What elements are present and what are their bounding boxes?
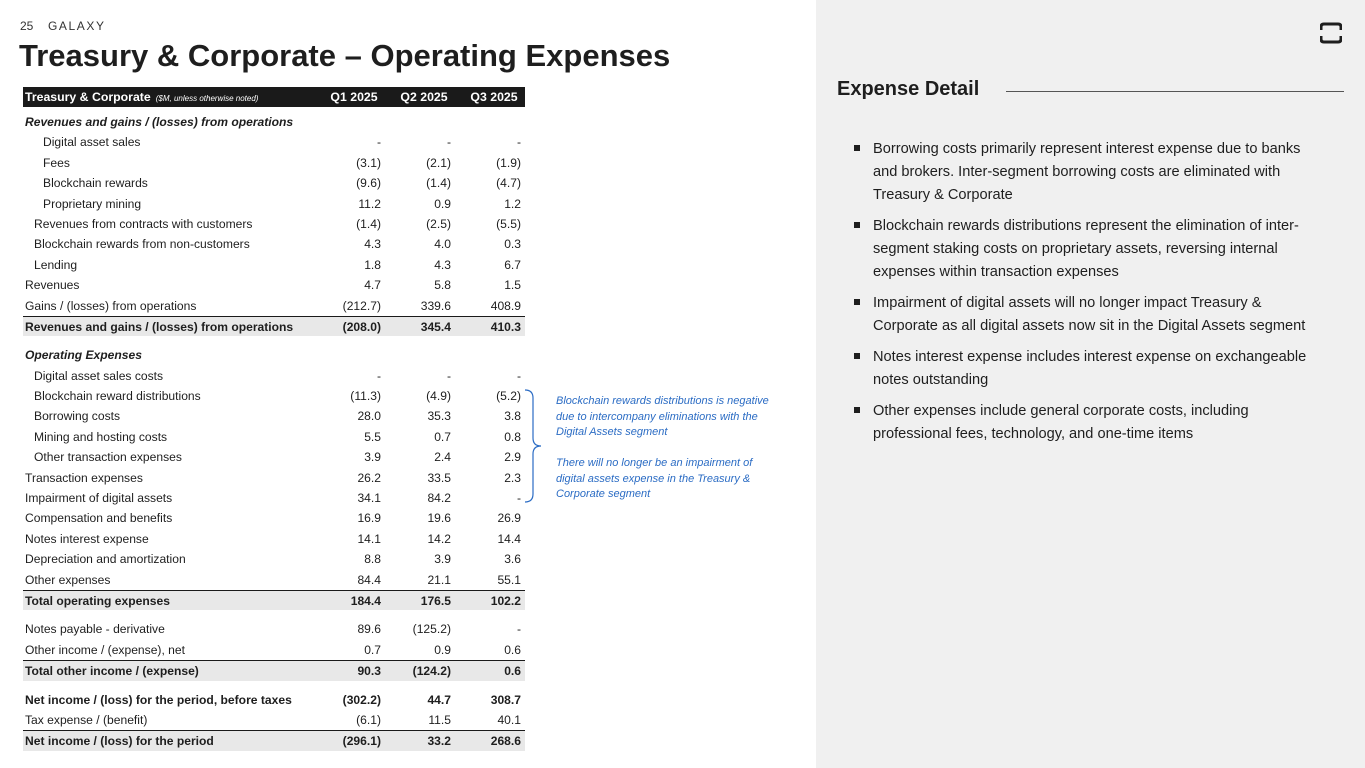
page-title: Treasury & Corporate – Operating Expenses — [19, 38, 671, 73]
list-item: Other expenses include general corporate costs, including professional fees, technology, and one-time items — [853, 400, 1323, 446]
cell-q3: 2.3 — [504, 470, 521, 485]
cell-q3: 26.9 — [497, 511, 521, 526]
cell-q3: 268.6 — [490, 734, 521, 749]
cell-q3: 0.3 — [504, 237, 521, 252]
page-number: 25 — [20, 19, 34, 33]
cell-q1: (296.1) — [342, 734, 381, 749]
row-label: Notes interest expense — [25, 531, 149, 546]
row-label: Other expenses — [25, 572, 111, 587]
bullet-square-icon — [854, 222, 860, 228]
cell-q2: (2.5) — [426, 216, 451, 231]
section-heading-opex: Operating Expenses — [25, 348, 142, 363]
row-label: Depreciation and amortization — [25, 552, 186, 567]
cell-q1: 4.7 — [364, 278, 381, 293]
row-label: Revenues from contracts with customers — [34, 216, 253, 231]
cell-q3: (4.7) — [496, 176, 521, 191]
row-label: Net income / (loss) for the period — [25, 734, 214, 749]
table-header — [23, 87, 525, 107]
row-label: Digital asset sales — [43, 135, 141, 150]
list-item: Notes interest expense includes interest expense on exchangeable notes outstanding — [853, 346, 1323, 392]
cell-q1: 3.9 — [364, 450, 381, 465]
total-row — [23, 590, 525, 610]
table-title: Treasury & Corporate ($M, unless otherwise noted) — [25, 90, 259, 104]
row-label: Proprietary mining — [43, 196, 142, 211]
section-heading-revenues: Revenues and gains / (losses) from operations — [25, 115, 294, 129]
list-item: Borrowing costs primarily represent interest expense due to banks and brokers. Inter-segment borrowing costs are eliminated with Treasury & Corporate — [853, 138, 1323, 207]
galaxy-logo-icon — [1320, 21, 1342, 45]
table-row — [23, 275, 525, 295]
annotation-impairment: There will no longer be an impairment of digital assets expense in the Treasury & Corporate segment — [556, 457, 753, 500]
row-label: Fees — [43, 155, 70, 170]
cell-q2: 33.5 — [427, 470, 451, 485]
table-row — [23, 488, 525, 508]
row-label: Lending — [34, 257, 78, 272]
row-label: Revenues — [25, 278, 80, 293]
column-header-q2: Q2 2025 — [400, 90, 448, 104]
cell-q3: 14.4 — [497, 531, 521, 546]
cell-q3: - — [516, 368, 521, 383]
cell-q1: 8.8 — [364, 552, 381, 567]
table-row — [23, 619, 525, 639]
table-row — [23, 296, 525, 316]
cell-q2: 4.0 — [434, 237, 451, 252]
cell-q2: (125.2) — [412, 622, 451, 637]
cell-q2: (4.9) — [426, 389, 451, 404]
table-row — [23, 173, 525, 193]
total-row — [23, 660, 525, 680]
title-divider — [1006, 91, 1344, 92]
table-row — [23, 132, 525, 152]
table-row — [23, 508, 525, 528]
cell-q1: (208.0) — [342, 319, 381, 334]
cell-q1: 90.3 — [357, 664, 381, 679]
cell-q1: 1.8 — [364, 257, 381, 272]
cell-q3: 410.3 — [490, 319, 521, 334]
cell-q2: 33.2 — [427, 734, 451, 749]
table-row — [23, 194, 525, 214]
cell-q1: (212.7) — [342, 298, 381, 313]
table-row — [23, 255, 525, 275]
brand-name: GALAXY — [48, 19, 106, 33]
table-row — [23, 234, 525, 254]
cell-q1: 11.2 — [358, 196, 381, 211]
cell-q3: 55.1 — [497, 572, 521, 587]
row-label: Total operating expenses — [25, 593, 170, 608]
expense-detail-list — [853, 138, 1323, 454]
cell-q2: 0.9 — [434, 196, 451, 211]
cell-q3: 3.6 — [504, 552, 521, 567]
cell-q3: 408.9 — [490, 298, 521, 313]
table-row — [23, 427, 525, 447]
table-row — [23, 153, 525, 173]
cell-q2: 14.2 — [427, 531, 451, 546]
cell-q1: 5.5 — [364, 429, 381, 444]
cell-q1: (1.4) — [356, 216, 381, 231]
cell-q2: (124.2) — [412, 664, 451, 679]
expense-detail-title: Expense Detail — [837, 78, 980, 100]
row-label: Digital asset sales costs — [34, 368, 164, 383]
row-label: Other transaction expenses — [34, 450, 182, 465]
cell-q2: - — [446, 135, 451, 150]
cell-q2: 44.7 — [427, 692, 451, 707]
cell-q2: 35.3 — [427, 409, 451, 424]
cell-q2: 11.5 — [428, 712, 451, 727]
cell-q2: 19.6 — [427, 511, 451, 526]
row-label: Blockchain reward distributions — [34, 389, 201, 404]
total-row — [23, 316, 525, 336]
cell-q2: 84.2 — [427, 491, 451, 506]
cell-q1: 4.3 — [364, 237, 381, 252]
cell-q2: 4.3 — [434, 257, 451, 272]
cell-q1: 26.2 — [357, 470, 381, 485]
table-row — [23, 570, 525, 590]
table-row — [23, 366, 525, 386]
row-label: Impairment of digital assets — [25, 491, 173, 506]
cell-q1: 34.1 — [357, 491, 381, 506]
cell-q3: (1.9) — [496, 155, 521, 170]
table-row — [23, 549, 525, 569]
table-row — [23, 214, 525, 234]
cell-q1: 28.0 — [357, 409, 381, 424]
annotation-blockchain-distributions: Blockchain rewards distributions is negative due to intercompany eliminations with the Digital Assets segment — [556, 395, 769, 438]
list-item: Blockchain rewards distributions represent the elimination of inter-segment staking costs on proprietary assets, reversing internal expenses within transaction expenses — [853, 215, 1323, 284]
row-label: Total other income / (expense) — [25, 664, 199, 679]
row-label: Transaction expenses — [25, 470, 143, 485]
financial-table — [23, 87, 525, 751]
row-label: Compensation and benefits — [25, 511, 173, 526]
table-units-note: ($M, unless otherwise noted) — [155, 94, 259, 103]
cell-q2: 345.4 — [420, 319, 451, 334]
cell-q3: 3.8 — [504, 409, 521, 424]
cell-q3: 0.8 — [504, 429, 521, 444]
bullet-square-icon — [854, 145, 860, 151]
cell-q1: 89.6 — [357, 622, 381, 637]
row-label: Other income / (expense), net — [25, 642, 185, 657]
cell-q1: (11.3) — [350, 389, 381, 404]
table-row — [23, 529, 525, 549]
bullet-square-icon — [854, 353, 860, 359]
cell-q1: 0.7 — [364, 642, 381, 657]
cell-q3: - — [516, 622, 521, 637]
cell-q2: - — [446, 368, 451, 383]
table-row — [23, 640, 525, 660]
table-row — [23, 710, 525, 730]
row-label: Revenues and gains / (losses) from operations — [25, 319, 294, 334]
bullet-square-icon — [854, 299, 860, 305]
table-row — [23, 386, 525, 406]
cell-q1: 184.4 — [350, 593, 381, 608]
cell-q1: (302.2) — [342, 692, 381, 707]
table-row — [23, 447, 525, 467]
row-label: Notes payable - derivative — [25, 622, 165, 637]
cell-q2: 0.7 — [434, 429, 451, 444]
row-label: Net income / (loss) for the period, before taxes — [25, 692, 292, 707]
cell-q1: - — [376, 368, 381, 383]
cell-q3: 40.1 — [497, 712, 521, 727]
row-label: Blockchain rewards — [43, 176, 148, 191]
cell-q3: 0.6 — [504, 642, 521, 657]
annotation-brace-icon — [522, 388, 544, 504]
table-row — [23, 690, 525, 710]
cell-q1: 84.4 — [357, 572, 381, 587]
cell-q2: 0.9 — [434, 642, 451, 657]
total-row — [23, 730, 525, 750]
cell-q2: 339.6 — [420, 298, 451, 313]
cell-q1: (9.6) — [356, 176, 381, 191]
column-header-q1: Q1 2025 — [330, 90, 378, 104]
row-label: Gains / (losses) from operations — [25, 298, 197, 313]
cell-q2: (1.4) — [426, 176, 451, 191]
cell-q3: 0.6 — [504, 664, 521, 679]
row-label: Borrowing costs — [34, 409, 121, 424]
table-row — [23, 468, 525, 488]
cell-q3: - — [516, 135, 521, 150]
cell-q3: (5.2) — [496, 389, 521, 404]
cell-q3: 308.7 — [490, 692, 521, 707]
cell-q2: 2.4 — [434, 450, 451, 465]
bullet-square-icon — [854, 407, 860, 413]
cell-q2: 5.8 — [434, 278, 451, 293]
cell-q3: 102.2 — [490, 593, 521, 608]
cell-q2: 176.5 — [420, 593, 451, 608]
cell-q1: (3.1) — [356, 155, 381, 170]
row-label: Tax expense / (benefit) — [25, 712, 148, 727]
column-header-q3: Q3 2025 — [470, 90, 518, 104]
cell-q1: (6.1) — [356, 712, 381, 727]
cell-q2: 3.9 — [434, 552, 451, 567]
cell-q1: - — [376, 135, 381, 150]
cell-q1: 16.9 — [357, 511, 381, 526]
cell-q3: 6.7 — [504, 257, 521, 272]
list-item: Impairment of digital assets will no longer impact Treasury & Corporate as all digital assets now sit in the Digital Assets segment — [853, 292, 1323, 338]
cell-q3: 2.9 — [504, 450, 521, 465]
cell-q3: 1.5 — [504, 278, 521, 293]
cell-q3: (5.5) — [496, 216, 521, 231]
cell-q2: 21.1 — [427, 572, 451, 587]
table-row — [23, 406, 525, 426]
row-label: Blockchain rewards from non-customers — [34, 237, 250, 252]
cell-q2: (2.1) — [426, 155, 451, 170]
row-label: Mining and hosting costs — [34, 429, 168, 444]
cell-q3: 1.2 — [504, 196, 521, 211]
cell-q1: 14.1 — [357, 531, 381, 546]
cell-q3: - — [516, 491, 521, 506]
